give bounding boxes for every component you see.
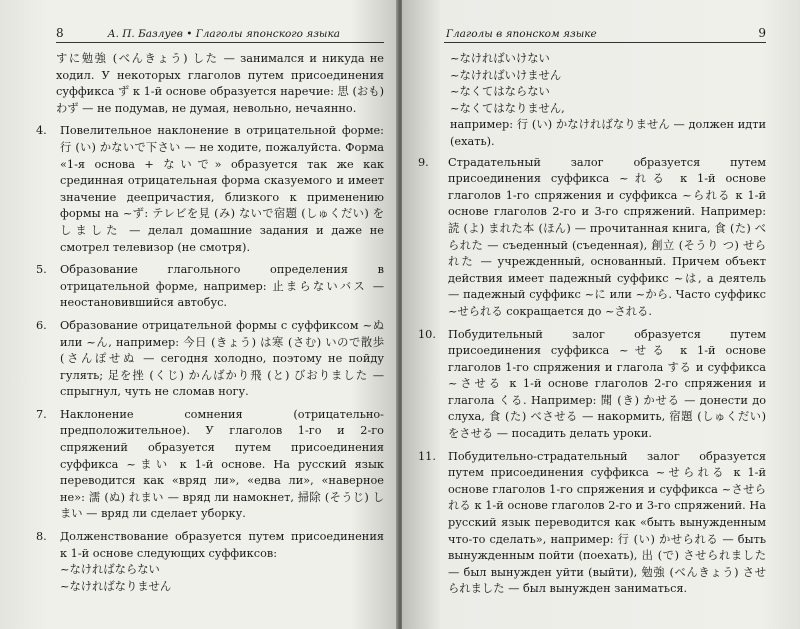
page-number: 8 bbox=[56, 26, 64, 40]
right-page bbox=[402, 0, 800, 629]
item-number: 10. bbox=[418, 327, 436, 341]
right-page-header bbox=[444, 26, 766, 43]
suffix-line: ~なくてはならない bbox=[450, 85, 550, 99]
item-number: 9. bbox=[418, 155, 429, 169]
example-text: например: 行 (い) かなければなりません — должен идти (ехать). bbox=[450, 118, 766, 148]
suffix-line: ~なければなりません bbox=[60, 579, 172, 593]
left-page-header bbox=[56, 26, 384, 43]
item-text: Страдательный залог образуется путем присоединения суффикса ~れる к 1-й основе глаголов 1-го спряжения и суффикса ~られる к 1-й основе глаголов 2-го и 3-го спряжений. Например: 読 (よ) まれた本 (ほん) — прочитанная книга, 食 (た) べられた — съеденный (съеденная), 創立 (そうり つ) せられた — учрежденный, основанный. Причем объект действия имеет падежный суффикс ~は, а деятель — падежный суффикс ~に или ~から. Часто суффикс ~せられる сокращается до ~される. bbox=[448, 155, 766, 318]
list-item bbox=[418, 155, 766, 321]
list-item bbox=[418, 449, 766, 598]
suffix-line: ~なければいけません bbox=[450, 68, 562, 82]
item-text: Наклонение сомнения (отрицательно-предположительное). У глаголов 1-го и 2-го спряжений образуется путем присоединения суффикса ~まい к 1-й основе. На русский язык переводится как «вряд ли», «едва ли», «наверное не»: 濡 (ぬ) れまい — вряд ли намокнет, 掃除 (そうじ) しまい — вряд ли сделает уборку. bbox=[60, 407, 384, 521]
item-text: Долженствование образуется путем присоединения к 1-й основе следующих суффиксов: bbox=[60, 530, 384, 560]
item-number: 5. bbox=[36, 263, 47, 277]
left-page bbox=[0, 0, 398, 629]
item-number: 11. bbox=[418, 449, 436, 463]
list-item bbox=[36, 529, 384, 595]
running-head: Глаголы в японском языке bbox=[446, 28, 597, 40]
page-number: 9 bbox=[758, 26, 766, 40]
list-item bbox=[36, 318, 384, 401]
item-number: 8. bbox=[36, 530, 47, 544]
list-item bbox=[36, 262, 384, 312]
item-text: Побудительно-страдательный залог образуется путем присоединения суффикса ~せられる к 1-й основе глаголов 1-го спряжения и суффикса ~させられる к 1-й основе глаголов 2-го и 3-го спряжений. На русский язык переводится как «быть вынужденным что-то сделать», например: 行 (い) かせられる — быть вынужденным пойти (поехать), 出 (で) させられました — был вынужден уйти (выйти), 勉強 (べんきょう) させられました — был вынужден заниматься. bbox=[448, 449, 766, 596]
item-text: Образование глагольного определения в отрицательной форме, например: 止まらないバス — неостановившийся автобус. bbox=[60, 263, 384, 310]
suffix-line: ~なければいけない bbox=[450, 52, 550, 65]
item-number: 7. bbox=[36, 407, 47, 421]
list-item bbox=[36, 123, 384, 256]
list-item bbox=[36, 407, 384, 523]
list-item bbox=[418, 327, 766, 443]
item-text: Побудительный залог образуется путем присоединения суффикса ~せる к 1-й основе глаголов 1-го спряжения и глагола する и суффикса ~させる к 1-й основе глаголов 2-го спряжения и глагола くる. Например: 聞 (き) かせる — донести до слуха, 食 (た) べさせる — накормить, 宿題 (しゅくだい) をさせる — посадить делать уроки. bbox=[448, 327, 766, 441]
running-head: А. П. Базлуев • Глаголы японского языка bbox=[107, 28, 341, 40]
continuation-paragraph: すに勉強 (べんきょう) した — занимался и никуда не ходил. У некоторых глаголов путем присоединения суффикса ず к 1-й основе образуется наречие: 思 (おも) わず — не подумав, не думая, невольно, нечаянно. bbox=[56, 52, 384, 115]
item-number: 4. bbox=[36, 124, 47, 138]
suffix-line: ~なければならない bbox=[60, 563, 160, 577]
item-number: 6. bbox=[36, 318, 47, 332]
continuation-block bbox=[444, 51, 766, 151]
suffix-line: ~なくてはなりません, bbox=[450, 101, 565, 115]
item-text-block bbox=[60, 529, 384, 595]
item-text: Образование отрицательной формы с суффиксом ~ぬ или ~ん, например: 今日 (きょう) は寒 (さむ) いので散歩 (さんぽせぬ — сегодня холодно, поэтому не пойду гулять; 足を挫 (くじ) かんばかり飛 (と) びおりました — спрыгнул, чуть не сломав ногу. bbox=[60, 318, 384, 399]
item-text: Повелительное наклонение в отрицательной форме: 行 (い) かないで下さい — не ходите, пожалуйста. Форма «1-я основа + ないで» образуется так же как срединная отрицательная форма сказуемого и имеет значение деепричастия, близкого к применению формы на ~ず: テレビを見 (み) ないで宿題 (しゅくだい) をしました — делал домашние задания и даже не смотрел телевизор (не смотря). bbox=[60, 124, 384, 254]
